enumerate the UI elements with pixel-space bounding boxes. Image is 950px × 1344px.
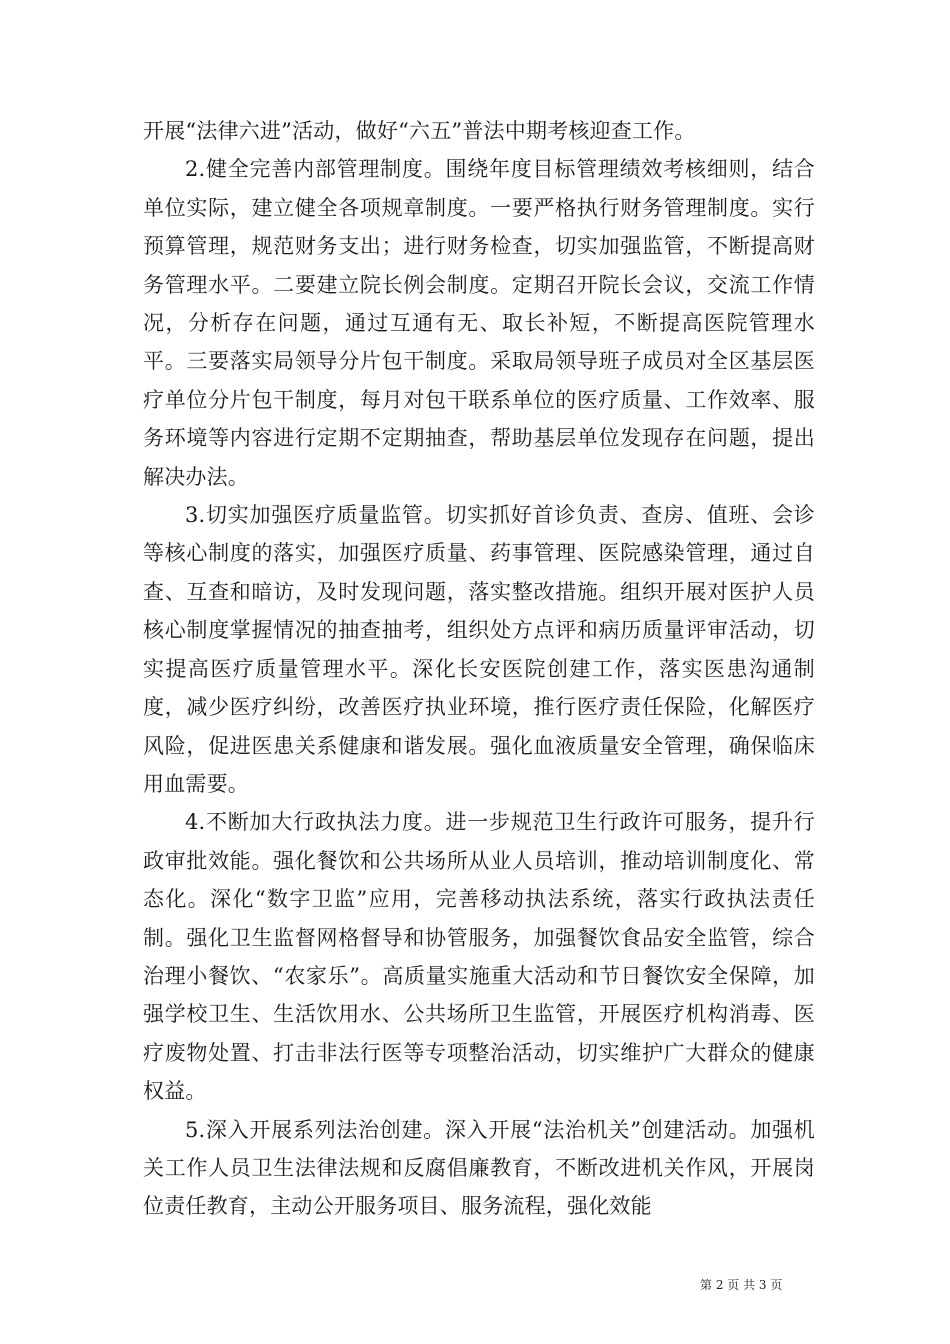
page-number-footer: 第 2 页 共 3 页 [700,1278,783,1292]
paragraph-5: 5.深入开展系列法治创建。深入开展“法治机关”创建活动。加强机关工作人员卫生法律法规和反腐倡廉教育，不断改进机关作风，开展岗位责任教育，主动公开服务项目、服务流程，强化效能 [143,1117,815,1219]
document-body [143,112,815,1226]
paragraph-3: 3.切实加强医疗质量监管。切实抓好首诊负责、查房、值班、会诊等核心制度的落实，加强医疗质量、药事管理、医院感染管理，通过自查、互查和暗访，及时发现问题，落实整改措施。组织开展对医护人员核心制度掌握情况的抽查抽考，组织处方点评和病历质量评审活动，切实提高医疗质量管理水平。深化长安医院创建工作，落实医患沟通制度，减少医疗纠纷，改善医疗执业环境，推行医疗责任保险，化解医疗风险，促进医患关系健康和谐发展。强化血液质量安全管理，确保临床用血需要。 [143,503,815,796]
paragraph-1: 开展“法律六进”活动，做好“六五”普法中期考核迎查工作。 [143,119,696,143]
paragraph-4: 4.不断加大行政执法力度。进一步规范卫生行政许可服务，提升行政审批效能。强化餐饮和公共场所从业人员培训，推动培训制度化、常态化。深化“数字卫监”应用，完善移动执法系统，落实行政执法责任制。强化卫生监督网格督导和协管服务，加强餐饮食品安全监管，综合治理小餐饮、“农家乐”。高质量实施重大活动和节日餐饮安全保障，加强学校卫生、生活饮用水、公共场所卫生监管，开展医疗机构消毒、医疗废物处置、打击非法行医等专项整治活动，切实维护广大群众的健康权益。 [143,810,815,1104]
paragraph-2: 2.健全完善内部管理制度。围绕年度目标管理绩效考核细则，结合单位实际，建立健全各项规章制度。一要严格执行财务管理制度。实行预算管理，规范财务支出；进行财务检查，切实加强监管，不断提高财务管理水平。二要建立院长例会制度。定期召开院长会议，交流工作情况，分析存在问题，通过互通有无、取长补短，不断提高医院管理水平。三要落实局领导分片包干制度。采取局领导班子成员对全区基层医疗单位分片包干制度，每月对包干联系单位的医疗质量、工作效率、服务环境等内容进行定期不定期抽查，帮助基层单位发现存在问题，提出解决办法。 [143,157,815,489]
